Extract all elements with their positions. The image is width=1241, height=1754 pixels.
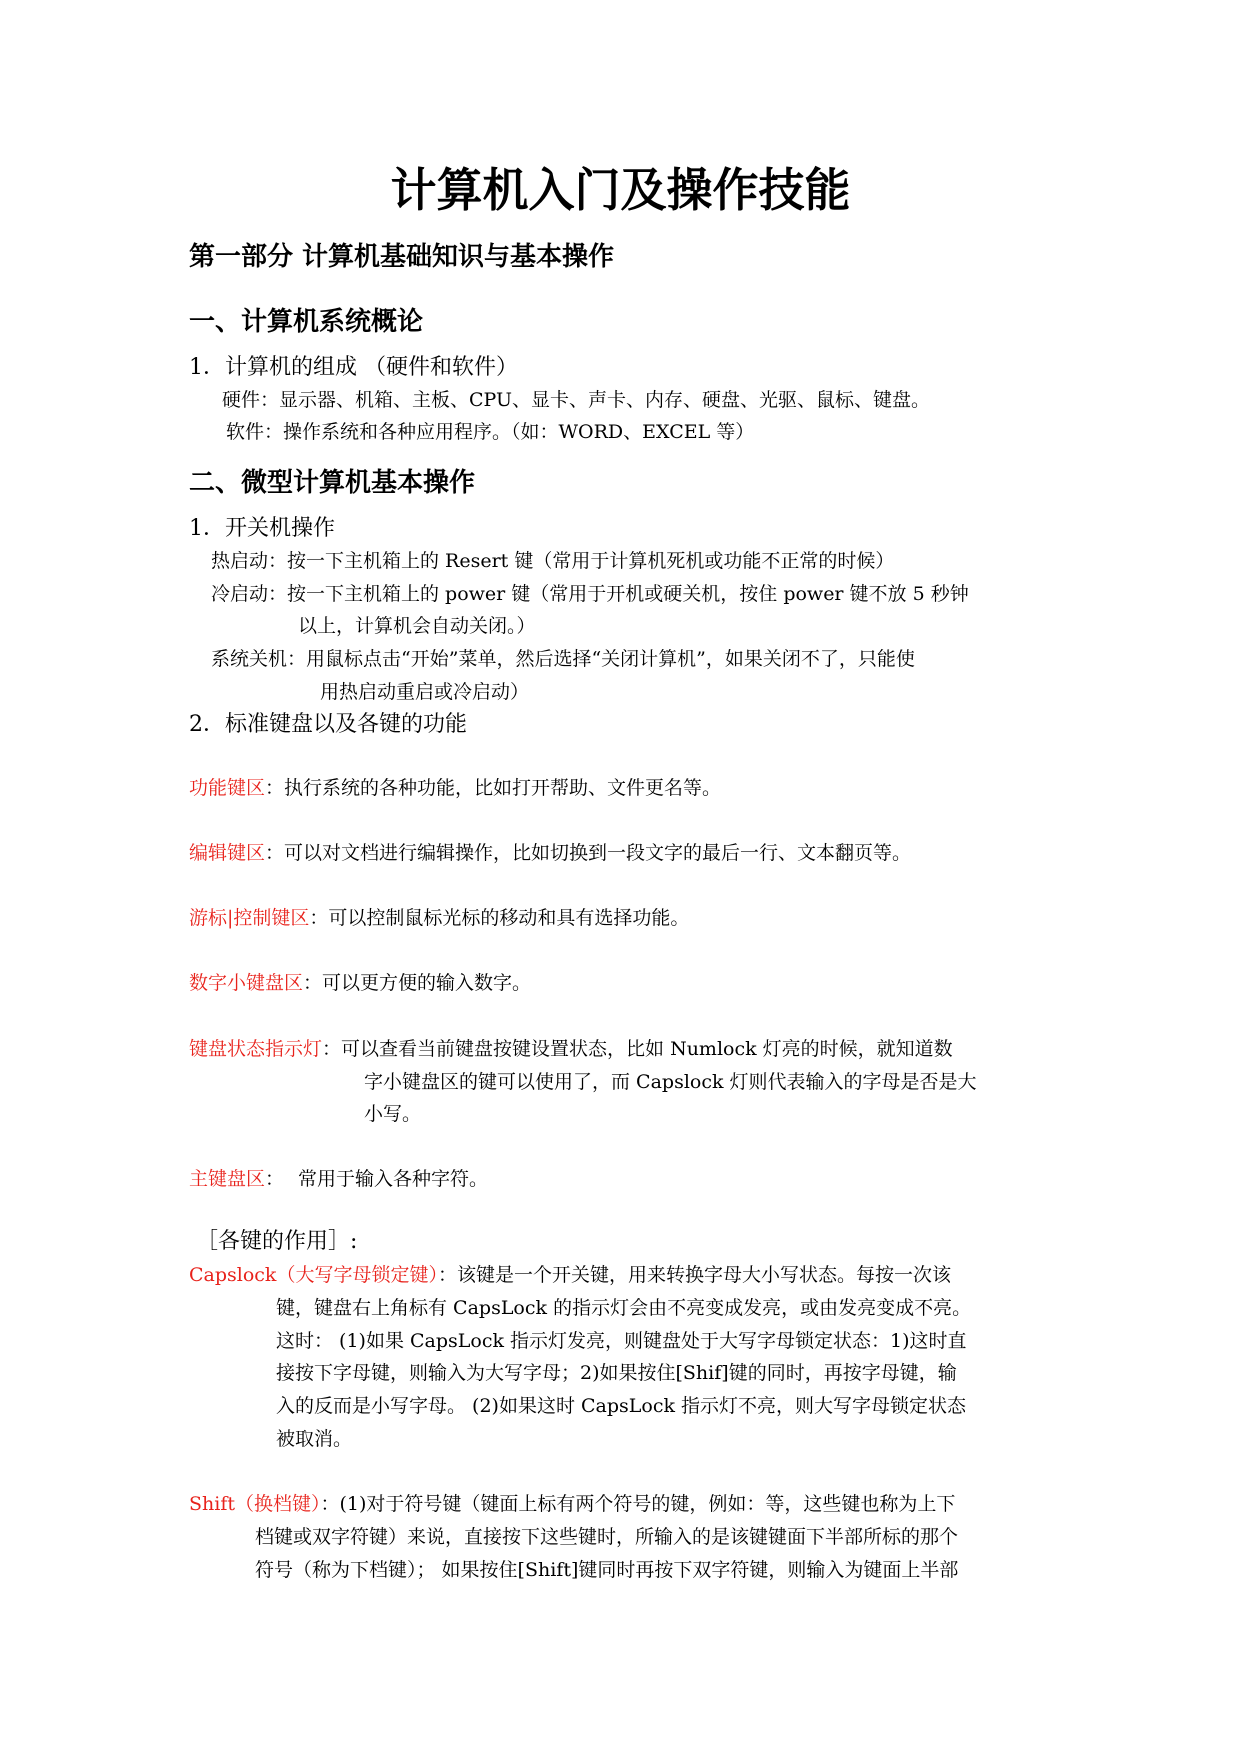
item-power-operations: 1．开关机操作 <box>189 516 335 541</box>
hot-start-line <box>211 546 894 573</box>
shutdown-line <box>211 644 915 671</box>
capslock-line-5: 入的反而是小写字母。 (2)如果这时 CapsLock 指示灯不亮，则大写字母锁定状态 <box>276 1395 967 1417</box>
zone-indicator-lights <box>189 1034 953 1061</box>
zone-text: 执行系统的各种功能，比如打开帮助、文件更名等。 <box>284 777 722 799</box>
capslock-line-6: 被取消。 <box>276 1428 353 1450</box>
zone-separator: ： <box>322 1038 342 1060</box>
keys-heading: ［各键的作用］: <box>196 1229 358 1254</box>
zone-indicator-lights-line3: 小写。 <box>364 1103 422 1125</box>
zone-main-keyboard <box>189 1164 488 1191</box>
zone-separator: ： <box>265 777 285 799</box>
cold-start-continuation: 以上，计算机会自动关闭。） <box>298 615 536 637</box>
document-title: 计算机入门及操作技能 <box>390 163 851 217</box>
zone-text: 可以查看当前键盘按键设置状态，比如 Numlock 灯亮的时候，就知道数 <box>341 1038 953 1060</box>
capslock-line-4: 接按下字母键，则输入为大写字母；2)如果按住[Shif]键的同时，再按字母键，输 <box>276 1362 957 1384</box>
shift-line-2: 档键或双字符键）来说，直接按下这些键时，所输入的是该键键面下半部所标的那个 <box>255 1526 959 1548</box>
zone-function-keys <box>189 773 721 800</box>
capslock-line-1 <box>189 1260 951 1287</box>
zone-label: 游标|控制键区 <box>189 907 310 929</box>
cold-start-line <box>211 579 969 606</box>
shift-text: ：(1)对于符号键（键面上标有两个符号的键，例如：等，这些键也称为上下 <box>320 1493 956 1515</box>
zone-text: 可以对文档进行编辑操作，比如切换到一段文字的最后一行、文本翻页等。 <box>284 842 912 864</box>
zone-label: 数字小键盘区 <box>189 972 304 994</box>
shutdown-continuation: 用热启动重启或冷启动） <box>320 681 530 703</box>
item-computer-composition: 1．计算机的组成 （硬件和软件） <box>189 355 518 380</box>
part-heading: 第一部分 计算机基础知识与基本操作 <box>189 242 615 272</box>
zone-cursor-keys <box>189 903 689 930</box>
zone-label: 功能键区 <box>189 777 266 799</box>
zone-separator: ： <box>309 907 329 929</box>
shutdown-label: 系统关机： <box>211 648 307 670</box>
section-heading-1: 一、计算机系统概论 <box>189 307 424 337</box>
zone-numpad <box>189 968 531 995</box>
zone-label: 键盘状态指示灯 <box>189 1038 323 1060</box>
capslock-text: ：该键是一个开关键，用来转换字母大小写状态。每按一次该 <box>437 1264 951 1286</box>
capslock-line-3: 这时： (1)如果 CapsLock 指示灯发亮，则键盘处于大写字母锁定状态：1)这时直 <box>276 1330 967 1352</box>
hot-start-text: 按一下主机箱上的 Resert 键（常用于计算机死机或功能不正常的时候） <box>287 550 895 572</box>
zone-separator: ： <box>265 1168 285 1190</box>
zone-text: 可以更方便的输入数字。 <box>322 972 532 994</box>
zone-label: 主键盘区 <box>189 1168 266 1190</box>
zone-edit-keys <box>189 838 911 865</box>
software-line: 软件：操作系统和各种应用程序。（如：WORD、EXCEL 等） <box>226 421 755 443</box>
capslock-line-2: 键，键盘右上角标有 CapsLock 的指示灯会由不亮变成发亮，或由发亮变成不亮。 <box>276 1297 972 1319</box>
zone-separator: ： <box>265 842 285 864</box>
shift-line-3: 符号（称为下档键）； 如果按住[Shift]键同时再按下双字符键，则输入为键面上半部 <box>255 1559 959 1581</box>
zone-text: 可以控制鼠标光标的移动和具有选择功能。 <box>328 907 690 929</box>
cold-start-text: 按一下主机箱上的 power 键（常用于开机或硬关机，按住 power 键不放 5 秒钟 <box>287 583 969 605</box>
zone-indicator-lights-line2: 字小键盘区的键可以使用了，而 Capslock 灯则代表输入的字母是否是大 <box>364 1071 977 1093</box>
zone-separator: ： <box>303 972 323 994</box>
shift-line-1 <box>189 1489 955 1516</box>
hot-start-label: 热启动： <box>211 550 288 572</box>
hardware-line: 硬件：显示器、机箱、主板、CPU、显卡、声卡、内存、硬盘、光驱、鼠标、键盘。 <box>222 389 931 411</box>
shutdown-text: 用鼠标点击“开始”菜单，然后选择“关闭计算机”，如果关闭不了，只能使 <box>306 648 915 670</box>
cold-start-label: 冷启动： <box>211 583 288 605</box>
zone-label: 编辑键区 <box>189 842 266 864</box>
shift-label: Shift（换档键） <box>189 1493 321 1515</box>
zone-text: 常用于输入各种字符。 <box>298 1168 489 1190</box>
item-keyboard: 2．标准键盘以及各键的功能 <box>189 712 467 737</box>
section-heading-2: 二、微型计算机基本操作 <box>189 468 476 498</box>
capslock-label: Capslock（大写字母锁定键） <box>189 1264 438 1286</box>
